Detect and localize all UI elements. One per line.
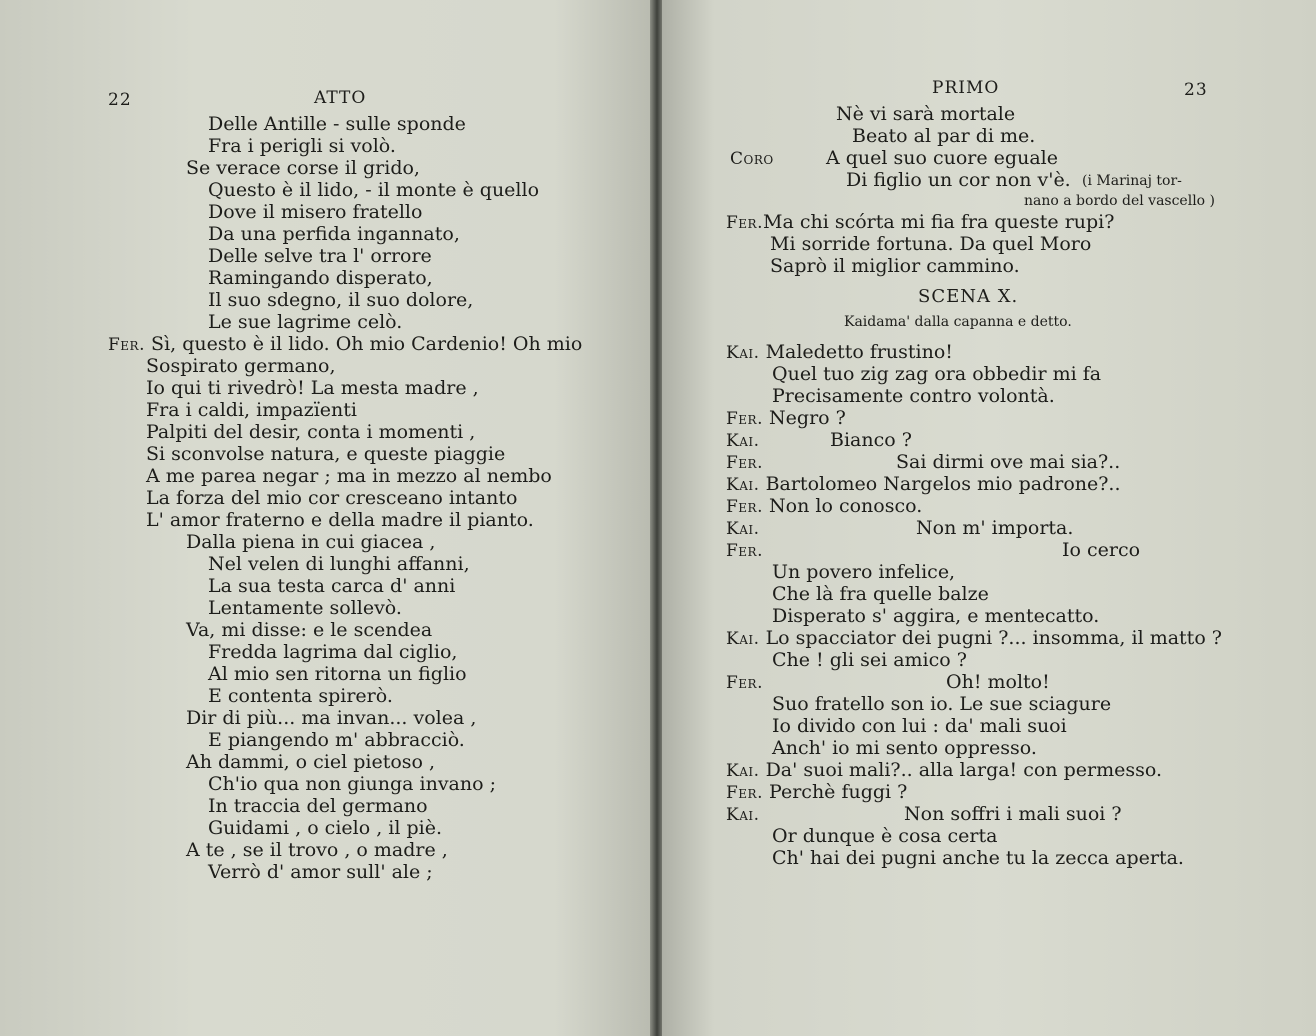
verse-line: Palpiti del desir, conta i momenti , (146, 421, 476, 443)
verse-line: Suo fratello son io. Le sue sciagure (772, 693, 1112, 715)
verse-line: La forza del mio cor cresceano intanto (146, 487, 518, 509)
verse-line: Or dunque è cosa certa (772, 825, 998, 847)
speaker-label: Kai. (726, 519, 760, 539)
verse-line: Si sconvolse natura, e queste piaggie (146, 443, 506, 465)
verse-line: Fer.Ma chi scórta mi fia fra queste rupi? (726, 211, 1115, 233)
verse-line: In traccia del germano (208, 795, 428, 817)
scene-heading: SCENA X. (918, 286, 1019, 307)
verse-line: A me parea negar ; ma in mezzo al nembo (146, 465, 552, 487)
verse-line: Verrò d' amor sull' ale ; (208, 861, 433, 883)
verse-line: Da una perfida ingannato, (208, 223, 460, 245)
right-page (662, 0, 1316, 1036)
verse-line: Ch' hai dei pugni anche tu la zecca aperta. (772, 847, 1184, 869)
verse-line: L' amor fraterno e della madre il pianto. (146, 509, 534, 531)
verse-line: Fer. Sì, questo è il lido. Oh mio Cardenio! Oh mio (108, 333, 583, 355)
verse-line: Dir di più... ma invan... volea , (186, 707, 477, 729)
verse-line: Saprò il miglior cammino. (770, 255, 1020, 277)
speaker-label: Kai. (726, 343, 760, 363)
verse-line: Se verace corse il grido, (186, 157, 420, 179)
verse-line: Anch' io mi sento oppresso. (772, 737, 1037, 759)
running-head: PRIMO (932, 78, 1000, 98)
verse-line: Delle Antille - sulle sponde (208, 113, 466, 135)
verse-line: Fra i caldi, impazïenti (146, 399, 357, 421)
verse-line: Ramingando disperato, (208, 267, 433, 289)
verse-line: Fra i perigli si volò. (208, 135, 396, 157)
verse-line: Di figlio un cor non v'è. (846, 169, 1071, 191)
speaker-label: Kai. (726, 629, 760, 649)
stage-direction: nano a bordo del vascello ) (1024, 193, 1216, 209)
speaker-label: Fer. (726, 541, 763, 561)
speaker-label: Coro (730, 149, 774, 169)
verse-line: Kai. Lo spacciator dei pugni ?... insomma, il matto ? (726, 627, 1222, 649)
verse-line: Guidami , o cielo , il piè. (208, 817, 442, 839)
verse-line: Nel velen di lunghi affanni, (208, 553, 470, 575)
speaker-label: Fer. (726, 497, 763, 517)
speaker-label: Fer. (108, 335, 145, 355)
verse-line: Mi sorride fortuna. Da quel Moro (770, 233, 1092, 255)
verse-line: Un povero infelice, (772, 561, 956, 583)
verse-line: Dalla piena in cui giacea , (186, 531, 436, 553)
verse-line: Io divido con lui : da' mali suoi (772, 715, 1067, 737)
verse-line: Kai. Non soffri i mali suoi ? (726, 803, 1122, 825)
verse-line: E piangendo m' abbracciò. (208, 729, 465, 751)
verse-line: Questo è il lido, - il monte è quello (208, 179, 540, 201)
speaker-label: Fer. (726, 453, 763, 473)
verse-line: Va, mi disse: e le scendea (186, 619, 433, 641)
verse-line: Delle selve tra l' orrore (208, 245, 432, 267)
speaker-label: Fer. (726, 783, 763, 803)
verse-line: E contenta spirerò. (208, 685, 393, 707)
verse-line: Fer. Non lo conosco. (726, 495, 923, 517)
verse-line: Dove il misero fratello (208, 201, 423, 223)
verse-line: Kai. Non m' importa. (726, 517, 1074, 539)
running-head: ATTO (314, 88, 367, 108)
verse-line: Kai. Maledetto frustino! (726, 341, 953, 363)
verse-line: Il suo sdegno, il suo dolore, (208, 289, 474, 311)
verse-line: Kai. Bianco ? (726, 429, 912, 451)
verse-line: Quel tuo zig zag ora obbedir mi fa (772, 363, 1102, 385)
verse-line: Fer. Negro ? (726, 407, 846, 429)
page-number: 22 (108, 90, 132, 110)
verse-line: Nè vi sarà mortale (836, 103, 1016, 125)
speaker-label: Fer. (726, 673, 763, 693)
page-number: 23 (1184, 80, 1208, 100)
speaker-label: Fer. (726, 213, 763, 233)
verse-line: Le sue lagrime celò. (208, 311, 403, 333)
verse-line: La sua testa carca d' anni (208, 575, 456, 597)
verse-line: Precisamente contro volontà. (772, 385, 1055, 407)
verse-line: Che là fra quelle balze (772, 583, 989, 605)
verse-line: Fer. Perchè fuggi ? (726, 781, 908, 803)
verse-line: Io qui ti rivedrò! La mesta madre , (146, 377, 479, 399)
verse-line: Al mio sen ritorna un figlio (208, 663, 467, 685)
verse-line: Che ! gli sei amico ? (772, 649, 967, 671)
verse-line: A te , se il trovo , o madre , (186, 839, 448, 861)
verse-line: Fer. Io cerco (726, 539, 1141, 561)
speaker-label: Kai. (726, 475, 760, 495)
verse-line: Coro A quel suo cuore eguale (730, 147, 1058, 169)
scene-stage-direction: Kaidama' dalla capanna e detto. (844, 314, 1072, 330)
verse-line: Beato al par di me. (852, 125, 1036, 147)
verse-line: Kai. Da' suoi mali?.. alla larga! con permesso. (726, 759, 1162, 781)
verse-line: Sospirato germano, (146, 355, 336, 377)
verse-line: Fredda lagrima dal ciglio, (208, 641, 458, 663)
verse-line: Ah dammi, o ciel pietoso , (186, 751, 436, 773)
speaker-label: Kai. (726, 805, 760, 825)
verse-line: Fer. Oh! molto! (726, 671, 1050, 693)
verse-line: Ch'io qua non giunga invano ; (208, 773, 497, 795)
speaker-label: Kai. (726, 761, 760, 781)
stage-direction: (i Marinaj tor- (1082, 173, 1182, 189)
left-page (0, 0, 652, 1036)
speaker-label: Fer. (726, 409, 763, 429)
verse-line: Lentamente sollevò. (208, 597, 402, 619)
speaker-label: Kai. (726, 431, 760, 451)
verse-line: Disperato s' aggira, e mentecatto. (772, 605, 1100, 627)
verse-line: Fer. Sai dirmi ove mai sia?.. (726, 451, 1121, 473)
verse-line: Kai. Bartolomeo Nargelos mio padrone?.. (726, 473, 1121, 495)
